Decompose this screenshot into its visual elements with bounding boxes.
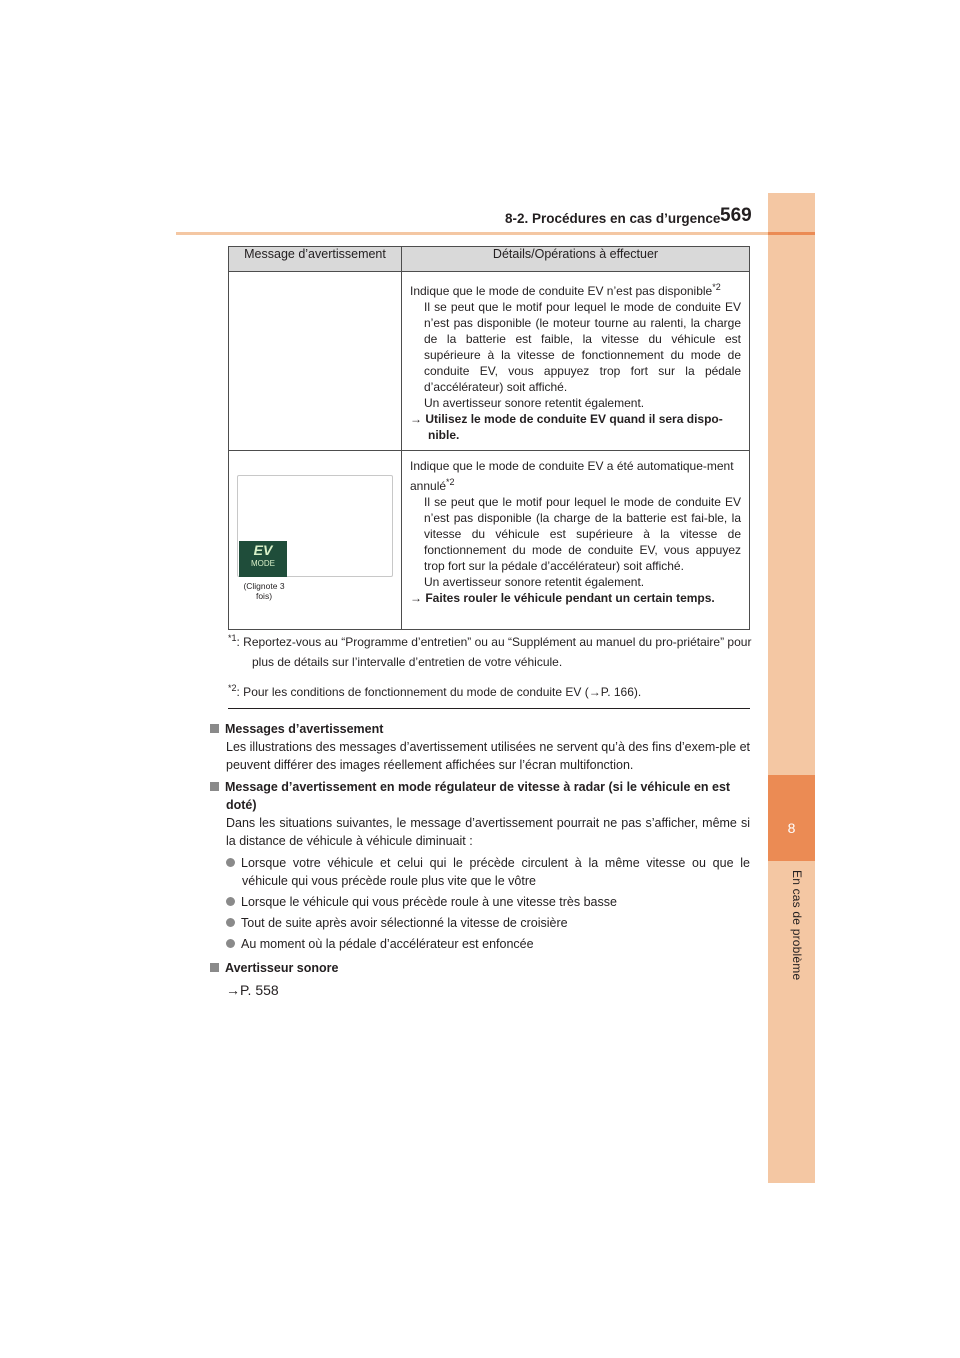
detail-body: Il se peut que le motif pour lequel le mode de conduite EV n’est pas disponible (le moteur tourne au ralenti, la charge de la batterie est faible, la vitesse du véhicule est supérieure à la vitesse de fonctionnement du mode de conduite EV, vous appuyez trop fort sur la pédale d’accélérateur) soit affiché. (424, 300, 741, 394)
note-title: Messages d’avertissement (210, 720, 750, 738)
footnote-1: $^{*1}$: Reportez-vous au “Programme d’entretien” ou au “Supplément au manuel du pro-priétaire” pour plus de détails sur l’intervalle d’entretien de votre véhicule. (228, 633, 752, 669)
list-item: Tout de suite après avoir sélectionné la vitesse de croisière (210, 914, 750, 932)
list-item: Lorsque le véhicule qui vous précède roule à une vitesse très basse (210, 893, 750, 911)
details-cell (402, 451, 750, 630)
details-cell (402, 272, 750, 451)
note-text: Dans les situations suivantes, le message d’avertissement pourrait ne pas s’afficher, même si la distance de véhicule à véhicule diminuait : (226, 816, 750, 848)
square-bullet-icon (210, 963, 219, 972)
square-bullet-icon (210, 724, 219, 733)
arrow-right-icon: → (226, 982, 240, 998)
detail-buzzer: Un avertisseur sonore retentit également. (424, 396, 645, 410)
footnote-ref: *2 (712, 282, 721, 292)
circle-bullet-icon (226, 939, 235, 948)
warning-message-table (228, 246, 750, 630)
detail-buzzer: Un avertisseur sonore retentit également. (424, 575, 645, 589)
detail-title: Indique que le mode de conduite EV n’est pas disponible (410, 284, 713, 298)
detail-title: Indique que le mode de conduite EV a été automatique-ment annulé (410, 459, 734, 493)
ev-mode-indicator-icon: EV MODE (239, 541, 287, 577)
header-rule-accent (768, 232, 815, 235)
chapter-title: En cas de problème (790, 870, 804, 981)
message-cell-empty (229, 272, 402, 451)
col-header-message: Message d’avertissement (229, 247, 402, 272)
square-bullet-icon (210, 782, 219, 791)
note-text: Les illustrations des messages d’avertissement utilisées ne servent qu’à des fins d’exem-ple et peuvent différer des images réellement affichées sur l’écran multifonction. (226, 740, 750, 772)
action-text: Utilisez le mode de conduite EV quand il sera dispo-nible. (425, 412, 723, 442)
table-header-row (229, 247, 750, 272)
col-header-details: Détails/Opérations à effectuer (402, 247, 750, 272)
notes-section (210, 718, 750, 999)
circle-bullet-icon (226, 897, 235, 906)
footnotes (228, 628, 753, 708)
circle-bullet-icon (226, 858, 235, 867)
chapter-number: 8 (787, 820, 796, 836)
table-row (229, 451, 750, 630)
list-item: Lorsque votre véhicule et celui qui le précède circulent à la même vitesse ou que le véhicule qui vous précède roule plus vite que le vôtre (210, 854, 750, 890)
section-title: 8-2. Procédures en cas d’urgence (505, 211, 721, 226)
note-title: Avertisseur sonore (210, 959, 750, 977)
section-divider (228, 708, 750, 709)
chapter-number-box (768, 775, 815, 861)
blink-note: (Clignote 3 fois) (243, 581, 285, 601)
action-text: Faites rouler le véhicule pendant un certain temps. (425, 591, 715, 605)
message-cell-illustration (229, 451, 402, 630)
note-title: Message d’avertissement en mode régulateur de vitesse à radar (si le véhicule en est doté) (210, 778, 750, 814)
header-rule (176, 232, 768, 235)
arrow-right-icon: → (410, 591, 426, 605)
page-number: 569 (720, 205, 752, 226)
footnote-ref: *2 (446, 477, 455, 487)
page-reference-link[interactable]: →P. 558 (226, 982, 279, 998)
detail-body: Il se peut que le motif pour lequel le mode de conduite EV n’est pas disponible (la charge de la batterie est fai-ble, la vitesse du véhicule est supérieure à la vitesse de fonctionnement du mode de conduite EV, vous appuyez trop fort sur la pédale d’accélérateur) soit affiché. (424, 495, 741, 573)
chapter-side-tab (768, 193, 815, 1183)
circle-bullet-icon (226, 918, 235, 927)
arrow-right-icon: → (410, 412, 426, 426)
footnote-2: $^{*2}$: Pour les conditions de fonctionnement du mode de conduite EV (→P. 166). (228, 683, 642, 699)
table-row (229, 272, 750, 451)
list-item: Au moment où la pédale d’accélérateur est enfoncée (210, 935, 750, 953)
